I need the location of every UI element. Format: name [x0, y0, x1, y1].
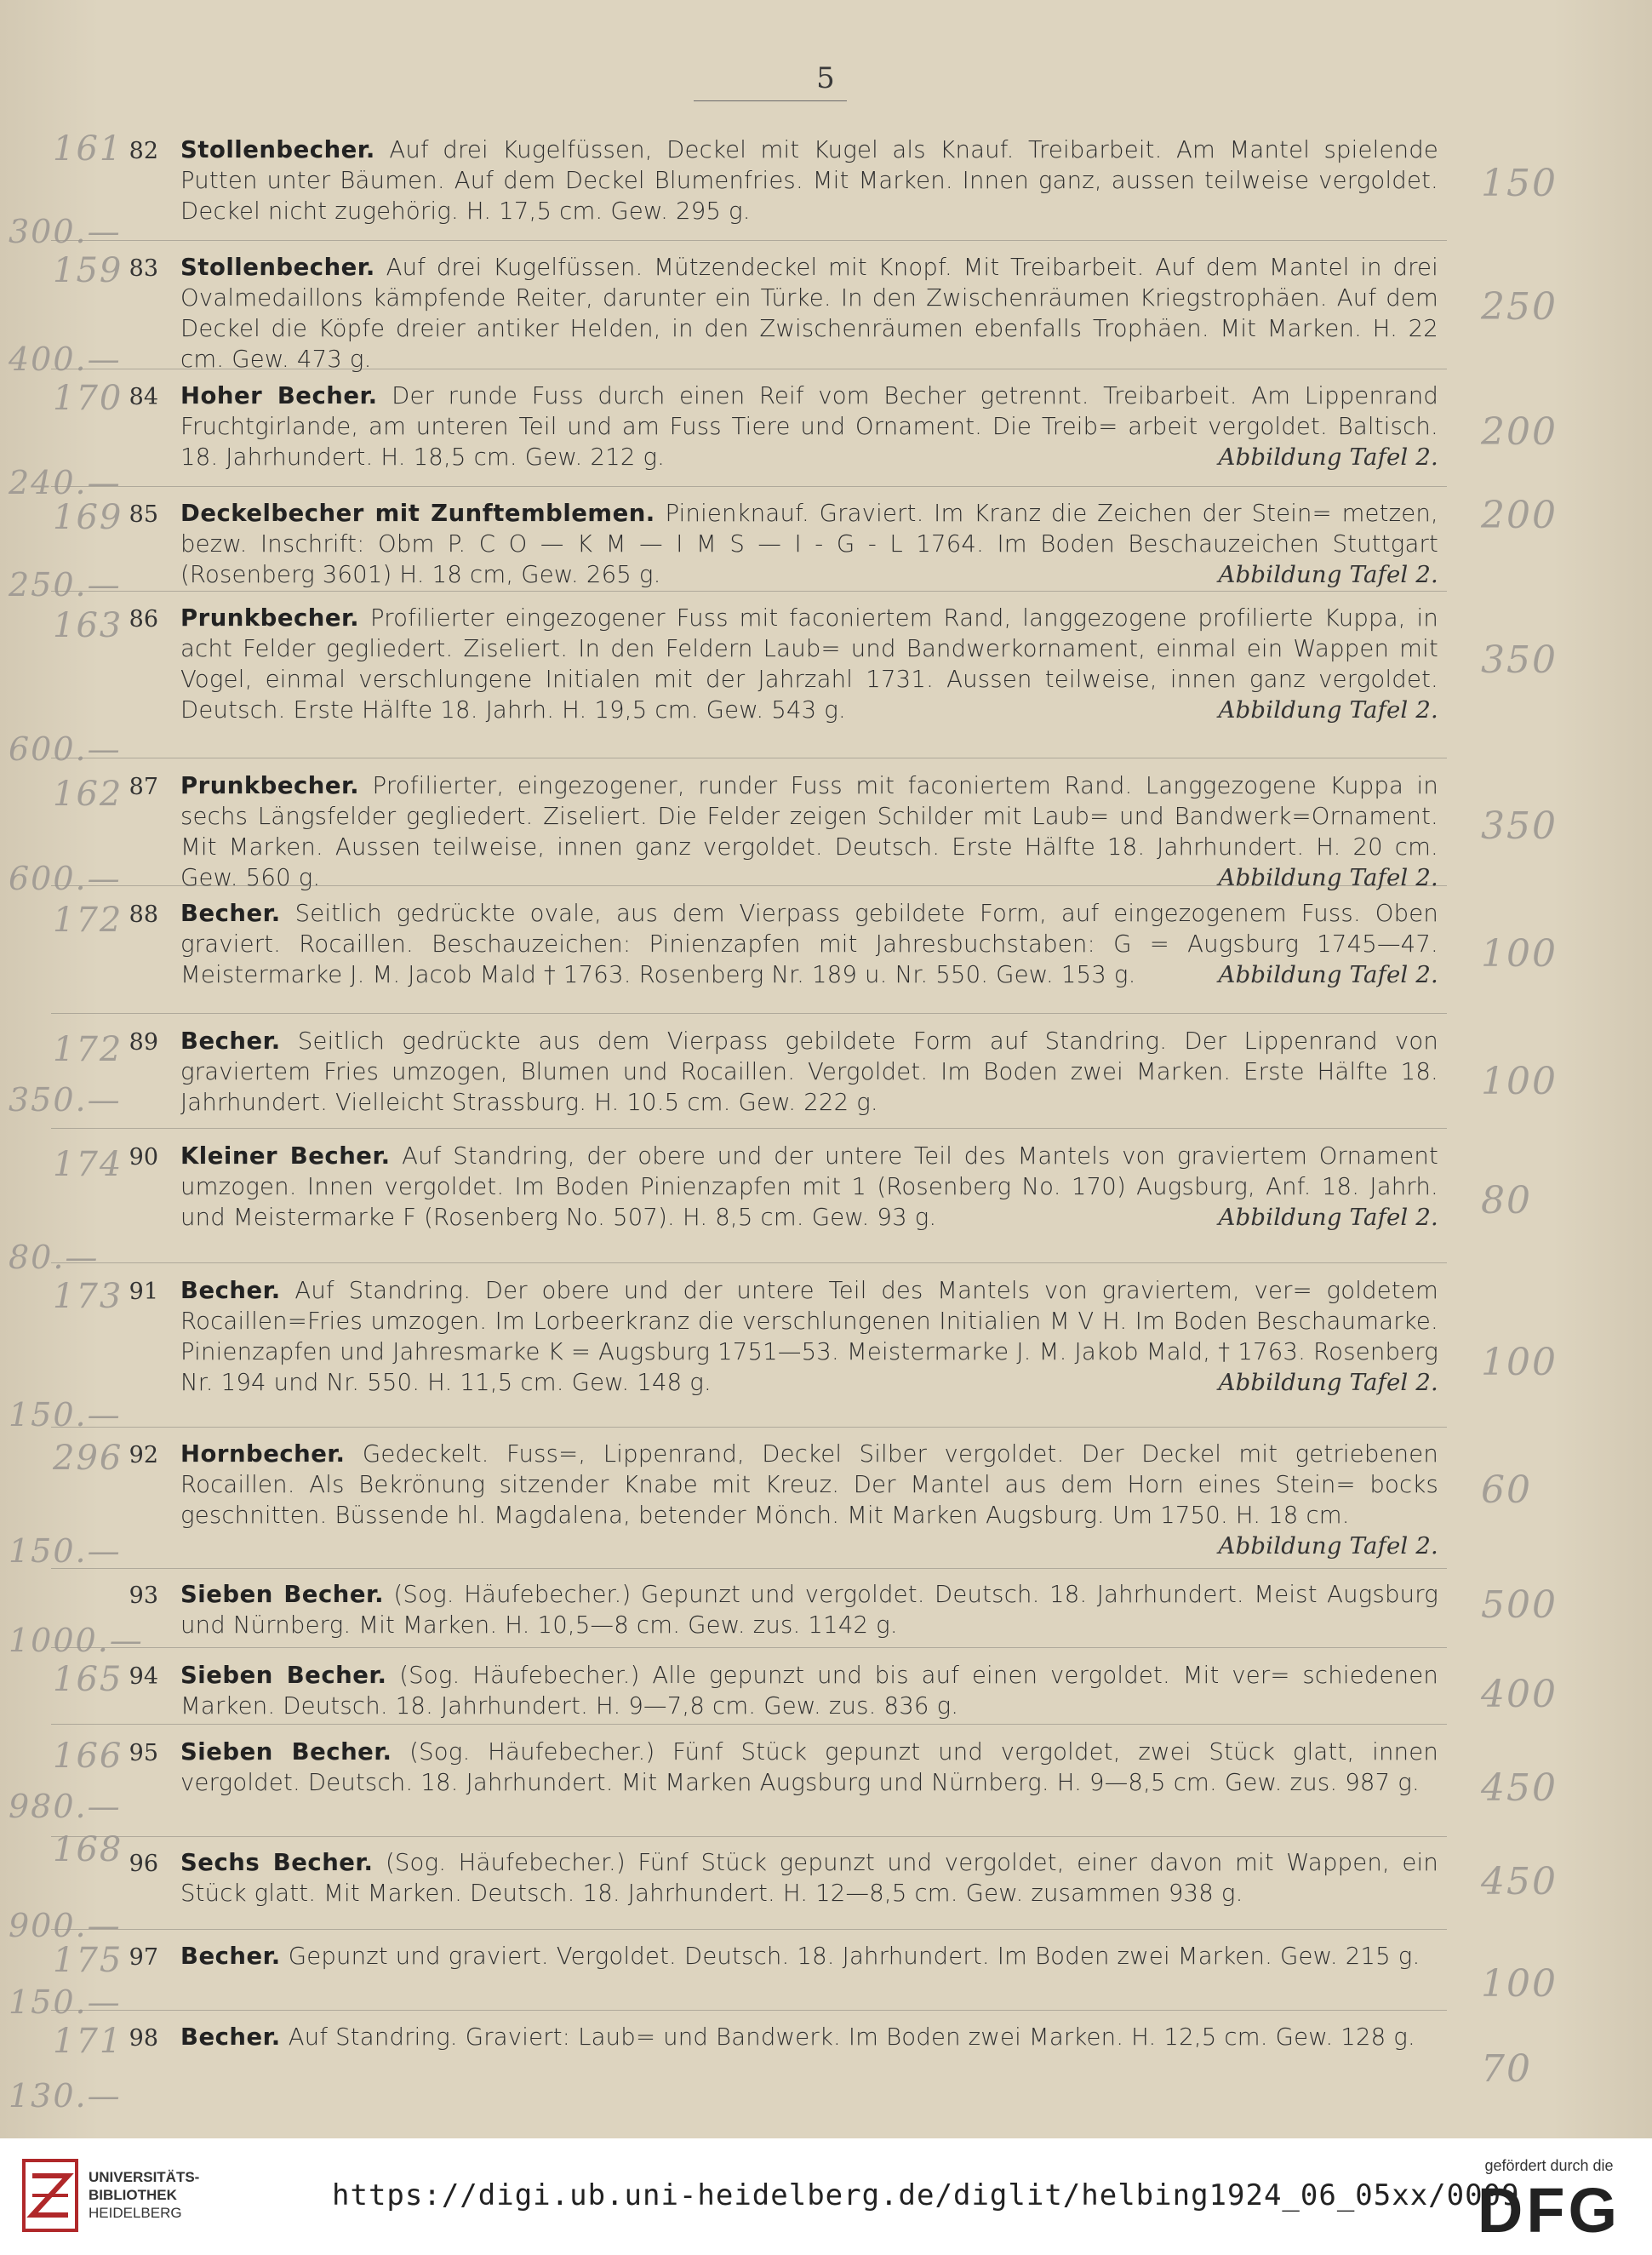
- entry-text: [180, 1737, 1438, 1798]
- pencil-price: 400.—: [9, 341, 122, 378]
- entry-description: Seitlich gedrückte ovale, aus dem Vierpass gebildete Form, auf eingezogenem Fuss. Oben graviert. Rocaillen. Beschauzeichen: Pinienzapfen mit Jahresbuchstaben: G = Augsburg 1745—47. Meistermarke J. M. Jacob Mald † 1763. Rosenberg Nr. 189 u. Nr. 550. Gew. 153 g.: [180, 900, 1438, 988]
- lot-number: 98: [129, 2025, 158, 2052]
- entry-text: [180, 1439, 1438, 1561]
- entry-text: [180, 1026, 1438, 1118]
- entry-description: Profilierter, eingezogener, runder Fuss mit faconiertem Rand. Langgezogene Kuppa in sechs Längsfelder gegliedert. Ziseliert. Die Felder zeigen Schilder mit Laub= und Bandwerk=Ornament. Mit Marken. Aussen teilweise, innen ganz vergoldet. Deutsch. Erste Hälfte 18. Jahrhundert. H. 20 cm. Gew. 560 g.: [180, 772, 1438, 891]
- entry-description: (Sog. Häufebecher.) Gepunzt und vergoldet. Deutsch. 18. Jahrhundert. Meist Augsburg und Nürnberg. Mit Marken. H. 10,5—8 cm. Gew. zus. 1142 g.: [180, 1581, 1438, 1639]
- entry-title: Sechs Becher.: [180, 1849, 374, 1876]
- pencil-estimate: 200: [1481, 494, 1558, 537]
- entry-text: [180, 1847, 1438, 1909]
- entry-divider: [51, 1647, 1447, 1648]
- entry-divider: [51, 1929, 1447, 1930]
- pencil-price: 150.—: [9, 1983, 122, 2021]
- pencil-number: 172: [53, 901, 123, 940]
- pencil-price: 600.—: [9, 860, 122, 897]
- lot-number: 88: [129, 901, 158, 928]
- plate-reference: Abbildung Tafel 2.: [1218, 444, 1438, 471]
- plate-reference: Abbildung Tafel 2.: [1218, 561, 1438, 588]
- entry-divider: [51, 1013, 1447, 1014]
- pencil-number: 166: [53, 1737, 123, 1776]
- entry-text: [180, 770, 1438, 893]
- pencil-estimate: 100: [1481, 1341, 1558, 1384]
- pencil-estimate: 250: [1481, 285, 1558, 329]
- entry-divider: [51, 1568, 1447, 1569]
- entry-title: Becher.: [180, 1277, 281, 1304]
- entry-text: [180, 1141, 1438, 1233]
- entry-description: (Sog. Häufebecher.) Fünf Stück gepunzt und vergoldet, einer davon mit Wappen, ein Stück glatt. Mit Marken. Deutsch. 18. Jahrhundert. H. 12—8,5 cm. Gew. zusammen 938 g.: [180, 1849, 1438, 1907]
- digitization-footer: [0, 2138, 1652, 2255]
- pencil-estimate: 70: [1481, 2047, 1532, 2091]
- entry-text: [180, 898, 1438, 990]
- entry-description: Pinienknauf. Graviert. Im Kranz die Zeichen der Stein= metzen, bezw. Inschrift: Obm P. C O — K M — I M S — I - G - L 1764. Im Boden Beschauzeichen Stuttgart (Rosenberg 3601) H. 18 cm, Gew. 265 g.: [180, 500, 1438, 588]
- entry-divider: [51, 2010, 1447, 2011]
- lot-number: 89: [129, 1029, 158, 1056]
- entry-title: Sieben Becher.: [180, 1581, 385, 1608]
- entry-title: Kleiner Becher.: [180, 1142, 391, 1170]
- lot-number: 92: [129, 1442, 158, 1468]
- entry-description: (Sog. Häufebecher.) Fünf Stück gepunzt und vergoldet, zwei Stück glatt, innen vergoldet. Deutsch. 18. Jahrhundert. Mit Marken Augsburg und Nürnberg. H. 9—8,5 cm. Gew. zus. 987 g.: [180, 1738, 1438, 1796]
- pencil-price: 150.—: [9, 1532, 122, 1570]
- pencil-number: 171: [53, 2022, 123, 2061]
- entry-text: [180, 1275, 1438, 1398]
- entry-text: [180, 252, 1438, 375]
- pencil-number: 175: [53, 1941, 123, 1980]
- pencil-price: 600.—: [9, 730, 122, 768]
- entry-divider: [51, 1427, 1447, 1428]
- entry-description: (Sog. Häufebecher.) Alle gepunzt und bis auf einen vergoldet. Mit ver= schiedenen Marken. Deutsch. 18. Jahrhundert. H. 9—7,8 cm. Gew. zus. 836 g.: [180, 1662, 1438, 1720]
- pencil-number: 162: [53, 775, 123, 814]
- entry-text: [180, 1660, 1438, 1721]
- entry-text: [180, 603, 1438, 725]
- pencil-estimate: 200: [1481, 410, 1558, 454]
- entry-title: Becher.: [180, 1943, 281, 1970]
- entry-title: Becher.: [180, 2023, 281, 2051]
- lot-number: 94: [129, 1663, 158, 1690]
- lot-number: 86: [129, 606, 158, 632]
- lot-number: 85: [129, 501, 158, 528]
- entry-description: Auf drei Kugelfüssen. Mützendeckel mit Knopf. Mit Treibarbeit. Auf dem Mantel in drei Ovalmedaillons kämpfende Reiter, darunter ein Türke. In den Zwischenräumen Kriegstrophäen. Auf dem Deckel die Köpfe dreier antiker Helden, in den Zwischenräumen ebenfalls Trophäen. Mit Marken. H. 22 cm. Gew. 473 g.: [180, 254, 1438, 373]
- entry-description: Der runde Fuss durch einen Reif vom Becher getrennt. Treibarbeit. Am Lippenrand Fruchtgirlande, am unteren Teil und am Fuss Tiere und Ornament. Die Treib= arbeit vergoldet. Baltisch. 18. Jahrhundert. H. 18,5 cm. Gew. 212 g.: [180, 382, 1438, 471]
- plate-reference: Abbildung Tafel 2.: [1218, 1204, 1438, 1231]
- pencil-number: 296: [53, 1439, 123, 1478]
- entry-title: Prunkbecher.: [180, 604, 360, 632]
- plate-reference: Abbildung Tafel 2.: [1218, 1369, 1438, 1396]
- entry-divider: [51, 1724, 1447, 1725]
- pencil-estimate: 100: [1481, 932, 1558, 976]
- entry-divider: [51, 486, 1447, 487]
- entry-description: Profilierter eingezogener Fuss mit faconiertem Rand, langgezogene profilierte Kuppa, in acht Felder gegliedert. Ziseliert. In den Feldern Laub= und Bandwerkornament, einmal ein Wappen mit Vogel, einmal verschlungene Initialen mit der Jahrzahl 1731. Aussen teilweise, innen ganz vergoldet. Deutsch. Erste Hälfte 18. Jahrh. H. 19,5 cm. Gew. 543 g.: [180, 604, 1438, 724]
- lot-number: 93: [129, 1583, 158, 1609]
- plate-reference: Abbildung Tafel 2.: [1218, 961, 1438, 988]
- pencil-price: 240.—: [9, 464, 122, 501]
- pencil-price: 980.—: [9, 1788, 122, 1825]
- library-name-line: BIBLIOTHEK: [89, 2187, 177, 2203]
- entry-text: [180, 381, 1438, 472]
- pencil-number: 174: [53, 1145, 123, 1184]
- dfg-logo: DFG: [1477, 2175, 1621, 2246]
- entry-title: Stollenbecher.: [180, 136, 375, 163]
- pencil-number: 168: [53, 1830, 123, 1869]
- entry-text: [180, 1579, 1438, 1640]
- lot-number: 90: [129, 1144, 158, 1170]
- pencil-number: 159: [53, 251, 123, 290]
- pencil-price: 300.—: [9, 213, 122, 250]
- entry-description: Gedeckelt. Fuss=, Lippenrand, Deckel Silber vergoldet. Der Deckel mit getriebenen Rocaillen. Als Bekrönung sitzender Knabe mit Kreuz. Der Mantel aus dem Horn eines Stein= bocks geschnitten. Büssende hl. Magdalena, betender Mönch. Mit Marken Augsburg. Um 1750. H. 18 cm.: [180, 1440, 1438, 1529]
- pencil-estimate: 100: [1481, 1060, 1558, 1103]
- university-library-logo-icon: [20, 2157, 80, 2234]
- lot-number: 84: [129, 384, 158, 410]
- pencil-price: 1000.—: [9, 1622, 144, 1659]
- entry-title: Hornbecher.: [180, 1440, 346, 1468]
- entry-title: Deckelbecher mit Zunftemblemen.: [180, 500, 655, 527]
- pencil-price: 350.—: [9, 1081, 122, 1119]
- entry-description: Auf Standring, der obere und der untere Teil des Mantels von graviertem Ornament umzogen. Innen vergoldet. Im Boden Pinienzapfen mit 1 (Rosenberg No. 170) Augsburg, Anf. 18. Jahrh. und Meistermarke F (Rosenberg No. 507). H. 8,5 cm. Gew. 93 g.: [180, 1142, 1438, 1231]
- pencil-estimate: 500: [1481, 1583, 1558, 1627]
- entry-description: Auf drei Kugelfüssen, Deckel mit Kugel als Knauf. Treibarbeit. Am Mantel spielende Putten unter Bäumen. Auf dem Deckel Blumenfries. Mit Marken. Innen ganz, aussen teilweise vergoldet. Deckel nicht zugehörig. H. 17,5 cm. Gew. 295 g.: [180, 136, 1438, 225]
- entry-text: [180, 2022, 1438, 2052]
- entry-title: Sieben Becher.: [180, 1662, 387, 1689]
- pencil-number: 165: [53, 1660, 123, 1699]
- entry-title: Sieben Becher.: [180, 1738, 392, 1766]
- library-name: [89, 2168, 199, 2222]
- pencil-estimate: 450: [1481, 1860, 1558, 1903]
- pencil-estimate: 150: [1481, 162, 1558, 205]
- lot-number: 95: [129, 1740, 158, 1766]
- pencil-estimate: 350: [1481, 804, 1558, 848]
- entry-text: [180, 1941, 1438, 1972]
- entry-title: Becher.: [180, 1027, 281, 1055]
- lot-number: 87: [129, 774, 158, 800]
- entry-divider: [51, 1836, 1447, 1837]
- lot-number: 83: [129, 255, 158, 282]
- library-name-line: UNIVERSITÄTS-: [89, 2169, 200, 2185]
- library-name-line: HEIDELBERG: [89, 2205, 182, 2221]
- entry-divider: [51, 240, 1447, 241]
- entry-description: Auf Standring. Der obere und der untere Teil des Mantels von graviertem, ver= goldetem Rocaillen=Fries umzogen. Im Lorbeerkranz die verschlungenen Initialien M V H. Im Boden Beschaumarke. Pinienzapfen und Jahresmarke K = Augsburg 1751—53. Meistermarke J. M. Jakob Mald, † 1763. Rosenberg Nr. 194 und Nr. 550. H. 11,5 cm. Gew. 148 g.: [180, 1277, 1438, 1396]
- entry-divider: [51, 1262, 1447, 1263]
- permalink-url[interactable]: https://digi.ub.uni-heidelberg.de/diglit/helbing1924_06_05xx/0009: [332, 2178, 1520, 2212]
- pencil-number: 170: [53, 379, 123, 418]
- plate-reference: Abbildung Tafel 2.: [1218, 1532, 1438, 1560]
- pencil-price: 80.—: [9, 1239, 100, 1276]
- pencil-price: 900.—: [9, 1907, 122, 1944]
- pencil-number: 163: [53, 606, 123, 645]
- pencil-estimate: 400: [1481, 1673, 1558, 1716]
- lot-number: 96: [129, 1851, 158, 1877]
- entry-description: Auf Standring. Graviert: Laub= und Bandwerk. Im Boden zwei Marken. H. 12,5 cm. Gew. 128 g.: [288, 2023, 1415, 2051]
- entry-text: [180, 134, 1438, 226]
- pencil-number: 161: [53, 129, 123, 169]
- pencil-number: 172: [53, 1030, 123, 1069]
- entry-title: Becher.: [180, 900, 281, 927]
- pencil-number: 169: [53, 498, 123, 537]
- entry-text: [180, 498, 1438, 590]
- entry-description: Seitlich gedrückte aus dem Vierpass gebildete Form auf Standring. Der Lippenrand von graviertem Fries umzogen, Blumen und Rocaillen. Vergoldet. Im Boden zwei Marken. Erste Hälfte 18. Jahrhundert. Vielleicht Strassburg. H. 10.5 cm. Gew. 222 g.: [180, 1027, 1438, 1116]
- entry-title: Hoher Becher.: [180, 382, 378, 409]
- pencil-estimate: 350: [1481, 638, 1558, 682]
- pencil-estimate: 100: [1481, 1962, 1558, 2006]
- pencil-estimate: 60: [1481, 1468, 1532, 1512]
- lot-number: 91: [129, 1279, 158, 1305]
- pencil-price: 250.—: [9, 566, 122, 604]
- entry-divider: [51, 885, 1447, 886]
- pencil-price: 150.—: [9, 1396, 122, 1434]
- entry-divider: [51, 1128, 1447, 1129]
- page-number: 5: [816, 61, 836, 95]
- entry-title: Stollenbecher.: [180, 254, 375, 281]
- pencil-estimate: 450: [1481, 1766, 1558, 1810]
- entry-description: Gepunzt und graviert. Vergoldet. Deutsch. 18. Jahrhundert. Im Boden zwei Marken. Gew. 215 g.: [288, 1943, 1420, 1970]
- plate-reference: Abbildung Tafel 2.: [1218, 696, 1438, 724]
- lot-number: 82: [129, 138, 158, 164]
- lot-number: 97: [129, 1944, 158, 1971]
- pencil-number: 173: [53, 1277, 123, 1316]
- entry-divider: [51, 591, 1447, 592]
- entry-title: Prunkbecher.: [180, 772, 360, 799]
- plate-reference: Abbildung Tafel 2.: [1218, 864, 1438, 891]
- funding-label: gefördert durch die: [1484, 2157, 1614, 2174]
- pencil-estimate: 80: [1481, 1179, 1532, 1222]
- pencil-price: 130.—: [9, 2077, 122, 2115]
